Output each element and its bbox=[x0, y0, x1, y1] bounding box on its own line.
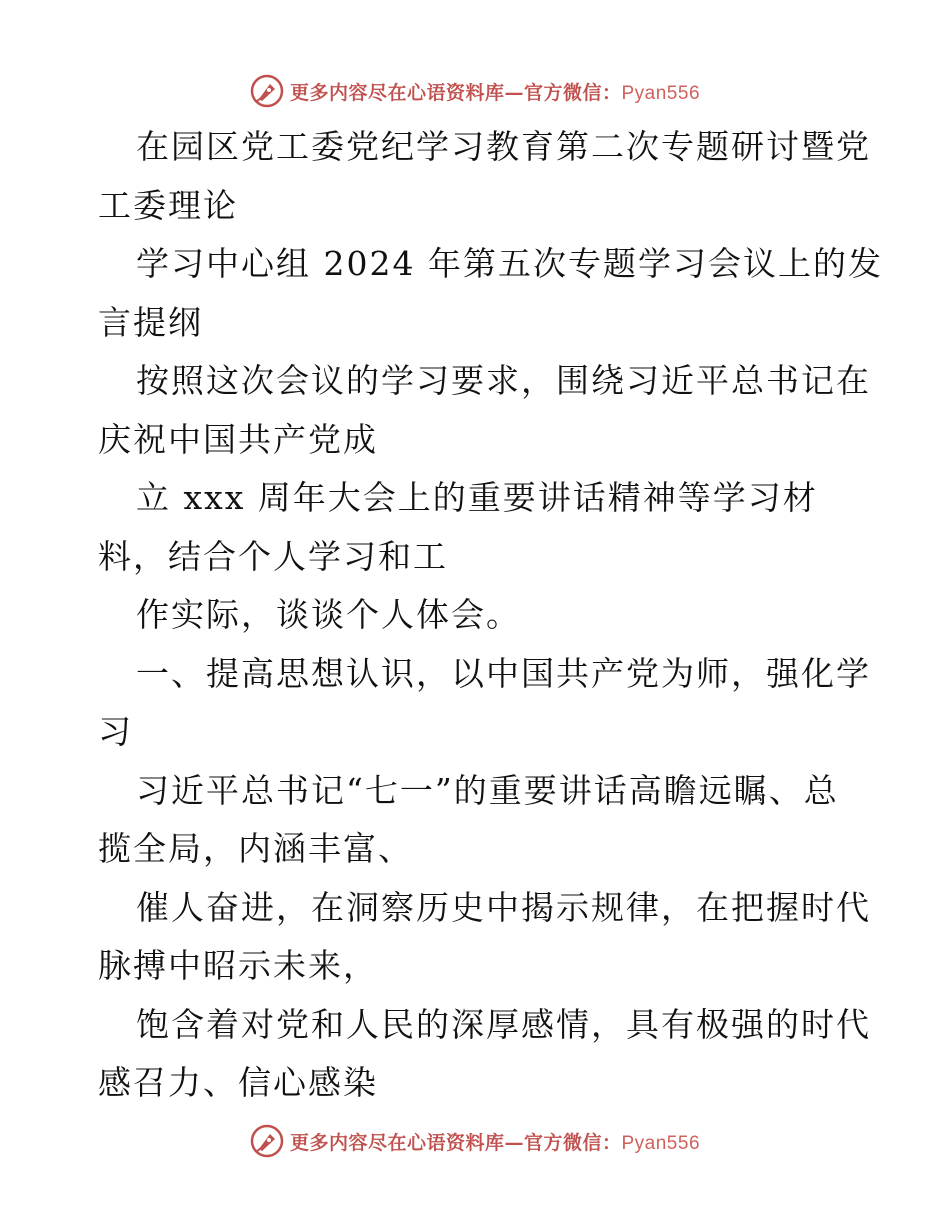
footer-text-cn: 更多内容尽在心语资料库—官方微信： bbox=[289, 1131, 622, 1154]
text-line: 饱含着对党和人民的深厚感情，具有极强的时代 bbox=[136, 1004, 871, 1044]
header-wechat-id: Pyan556 bbox=[621, 82, 701, 104]
footer-wechat-id: Pyan556 bbox=[621, 1132, 701, 1154]
text-line: 工委理论 bbox=[98, 185, 238, 225]
header-text-cn: 更多内容尽在心语资料库—官方微信： bbox=[289, 81, 622, 104]
header-watermark-text bbox=[290, 78, 700, 105]
footer-watermark-text bbox=[290, 1128, 700, 1155]
text-line: 按照这次会议的学习要求，围绕习近平总书记在 bbox=[136, 361, 871, 400]
text-line: 作实际，谈谈个人体会。 bbox=[136, 595, 521, 634]
text-line: 一、提高思想认识，以中国共产党为师，强化学 bbox=[136, 653, 871, 693]
text-line: 揽全局，内涵丰富、 bbox=[98, 829, 413, 868]
text-line: 立 xxx 周年大会上的重要讲话精神等学习材 bbox=[136, 478, 818, 517]
text-line: 感召力、信心感染 bbox=[98, 1063, 378, 1102]
pen-nib-logo-icon bbox=[250, 1124, 284, 1158]
text-line: 料，结合个人学习和工 bbox=[98, 536, 448, 576]
pen-nib-logo-icon bbox=[250, 74, 284, 108]
header-banner bbox=[0, 71, 950, 111]
footer-banner bbox=[0, 1121, 950, 1161]
text-line: 催人奋进，在洞察历史中揭示规律，在把握时代 bbox=[136, 887, 871, 927]
text-line: 学习中心组 2024 年第五次专题学习会议上的发 bbox=[136, 244, 883, 283]
text-line: 习近平总书记“七一”的重要讲话高瞻远瞩、总 bbox=[136, 770, 839, 810]
text-line: 言提纲 bbox=[98, 302, 203, 342]
document-body bbox=[98, 118, 883, 1113]
text-line: 脉搏中昭示未来， bbox=[98, 946, 378, 985]
text-line: 庆祝中国共产党成 bbox=[98, 419, 378, 459]
text-line: 习 bbox=[98, 712, 133, 751]
text-line: 在园区党工委党纪学习教育第二次专题研讨暨党 bbox=[136, 127, 871, 166]
